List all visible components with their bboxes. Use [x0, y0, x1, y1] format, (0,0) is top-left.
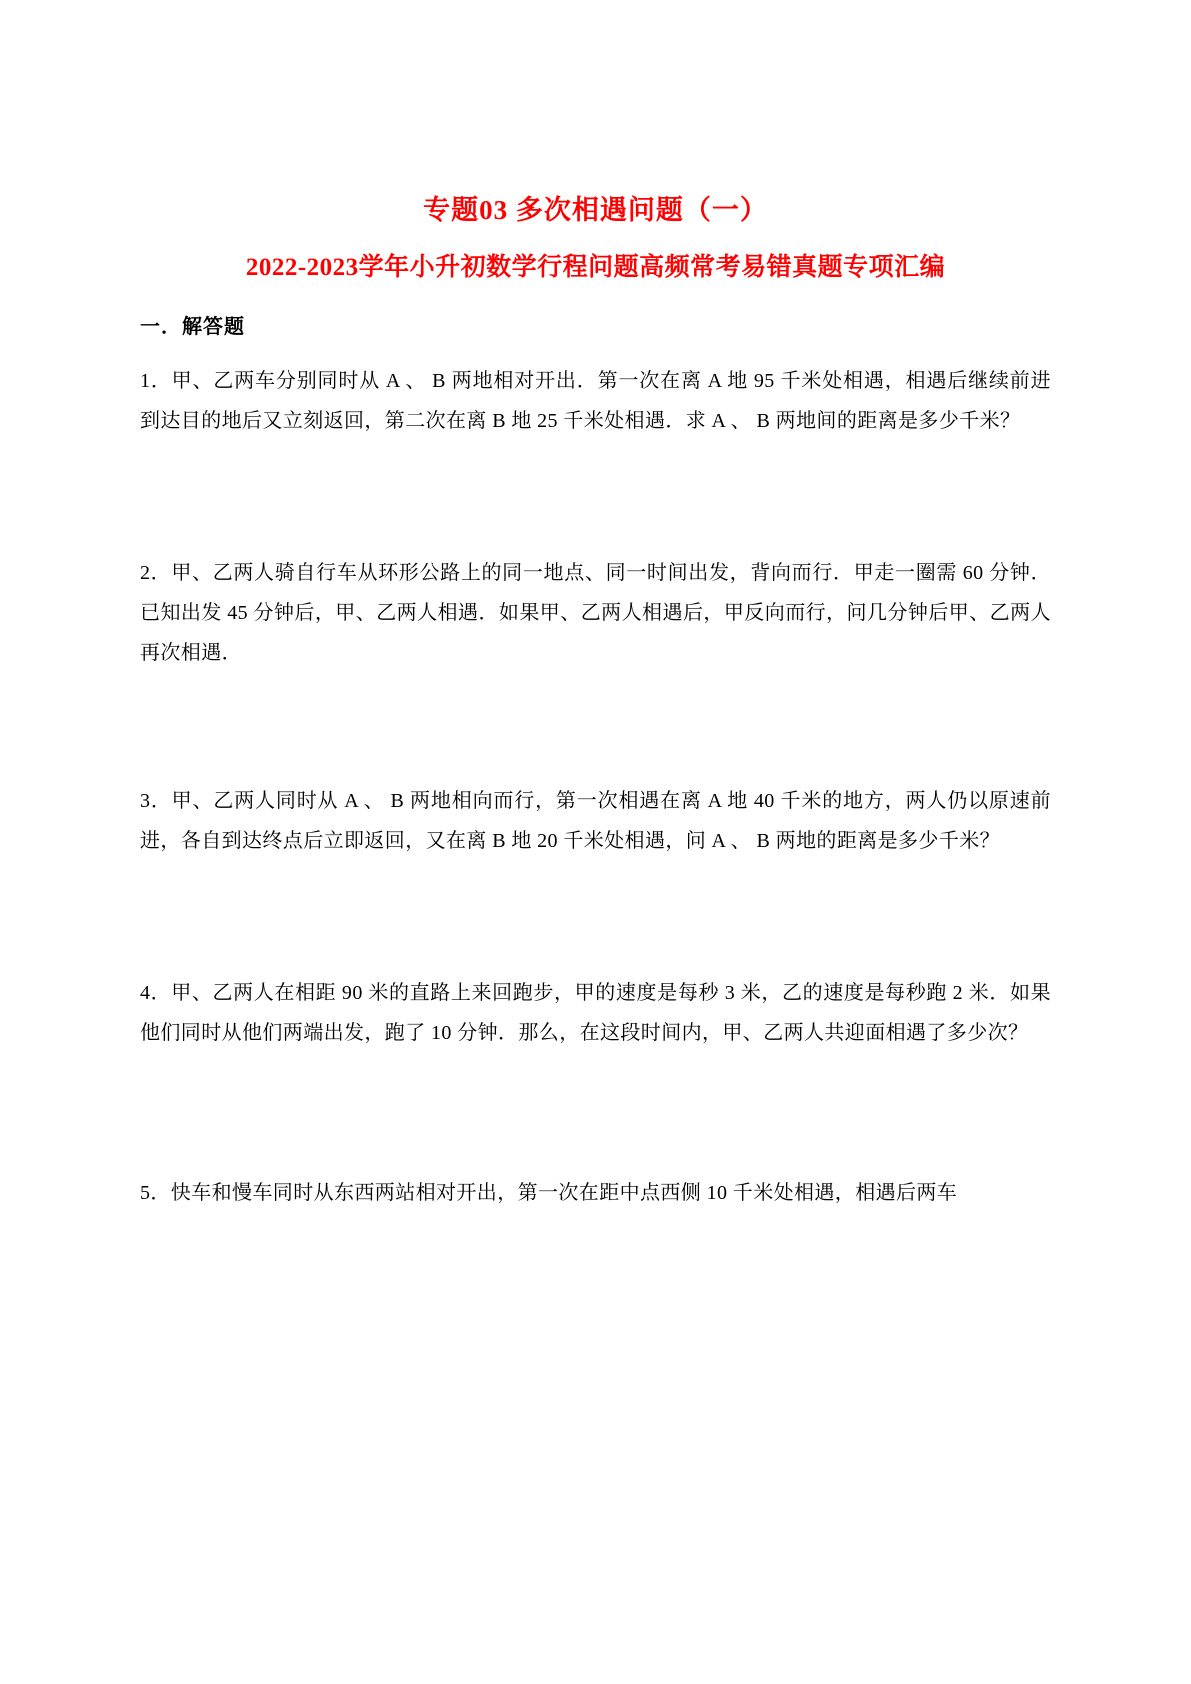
- answer-space: [140, 1053, 1051, 1173]
- section-heading: 一．解答题: [140, 316, 245, 338]
- answer-space: [140, 673, 1051, 781]
- answer-space: [140, 861, 1051, 973]
- answer-space: [140, 441, 1051, 553]
- problem-item: 2．甲、乙两人骑自行车从环形公路上的同一地点、同一时间出发，背向而行．甲走一圈需 60 分钟．已知出发 45 分钟后，甲、乙两人相遇．如果甲、乙两人相遇后，甲反向而行，问几分钟后甲、乙两人再次相遇．: [140, 562, 1051, 664]
- problem-item: 1．甲、乙两车分别同时从 A 、 B 两地相对开出．第一次在离 A 地 95 千米处相遇，相遇后继续前进到达目的地后又立刻返回，第二次在离 B 地 25 千米处相遇．求 A 、 B 两地间的距离是多少千米？: [140, 370, 1051, 432]
- page-title: 专题03 多次相遇问题（一）: [423, 195, 768, 225]
- problem-item: 3．甲、乙两人同时从 A 、 B 两地相向而行，第一次相遇在离 A 地 40 千米的地方，两人仍以原速前进，各自到达终点后立即返回，又在离 B 地 20 千米处相遇，问 A 、 B 两地的距离是多少千米？: [140, 790, 1051, 852]
- page-subtitle: 2022-2023学年小升初数学行程问题高频常考易错真题专项汇编: [245, 253, 946, 281]
- problem-item: 5．快车和慢车同时从东西两站相对开出，第一次在距中点西侧 10 千米处相遇，相遇后两车: [140, 1182, 958, 1204]
- problem-item: 4．甲、乙两人在相距 90 米的直路上来回跑步，甲的速度是每秒 3 米，乙的速度是每秒跑 2 米．如果他们同时从他们两端出发，跑了 10 分钟．那么，在这段时间内，甲、乙两人共迎面相遇了多少次？: [140, 982, 1051, 1044]
